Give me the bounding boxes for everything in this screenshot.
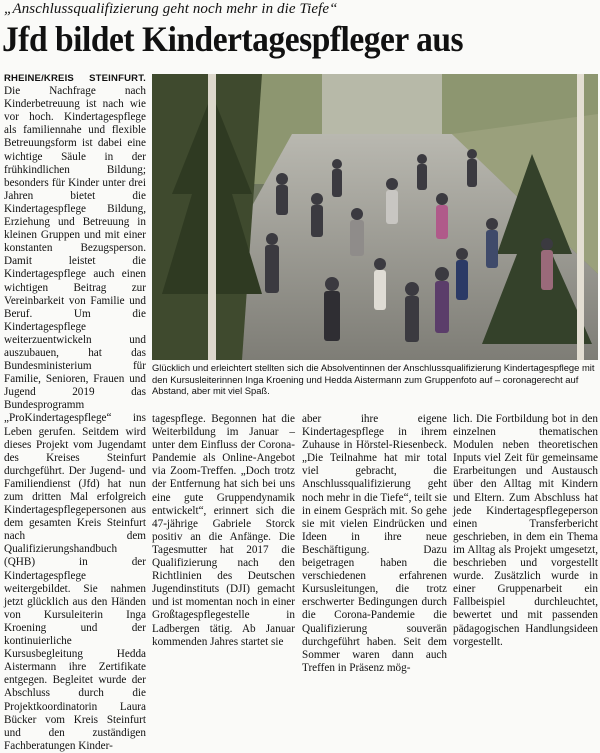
photo-caption: Glücklich und erleichtert stellten sich die Absolventinnen der Anschlussqualifizierung Kindertagespflege mit den Kursusleiterinnen Inga Kroening und Hedda Aistermann zum Gruppenfoto auf – coronagerecht auf Abstand, aber mit viel Spaß.	[152, 362, 595, 397]
article-kicker: „Anschlussqualifizierung geht noch mehr in die Tiefe“	[4, 1, 338, 17]
article-column-2	[152, 413, 295, 647]
article-column-4	[453, 413, 598, 647]
column-4-text: lich. Die Fortbildung bot in den einzelnen thematischen Modulen neben theoretischen Inputs viel Zeit für gemeinsame Erarbeitungen und Austausch über den Alltag mit Kindern und Eltern. Zum Abschluss hat jede Kindertagespflegeperson einen Transferbericht geschrieben, in dem ein Thema im Alltag als Projekt umgesetzt, beschrieben und vorgestellt wurde. Zusätzlich wurde in einer Gruppenarbeit ein Fallbeispiel durchleuchtet, bewertet und mit passenden pädagogischen Handlungsideen vorgestellt.	[453, 413, 598, 648]
group-photo	[152, 74, 598, 360]
column-1-text: Die Nachfrage nach Kinderbetreuung ist nach wie vor hoch. Kindertagespflege als familiennahe und flexible Betreuungsform ist dabei eine wichtige Säule in der frühkindlichen Bildung; besonders für Kinder unter drei Jahren bietet die Kindertagespflege Bildung, Erziehung und Betreuung in kleinen Gruppen und mit einer konstanten Bezugsperson. Damit leistet die Kindertagespflege auch einen wichtigen Beitrag zur Vereinbarkeit von Familie und Beruf. Um die Kindertagespflege weiterzuentwickeln und auszubauen, hat das Bundesministerium für Familie, Senioren, Frauen und Jugend 2019 das Bundesprogramm „ProKindertagespflege“ ins Leben gerufen. Seitdem wird dieses Projekt vom Jugendamt des Kreises Steinfurt durchgeführt. Der Jugend- und Familiendienst (Jfd) hat nun zum dritten Mal erfolgreich Kindertagespflegepersonen aus dem gesamten Kreis Steinfurt nach dem Qualifizierungshandbuch (QHB) in der Kindertagespflege weitergebildet. Sie nahmen jetzt glücklich aus den Händen von Kursuleiterin Inga Kroening und der kontinuierliche Kursusbegleitung Hedda Aistermann ihre Zertifikate entgegen. Begleitet wurde der Abschluss durch die Projektkoordinatorin Laura Bücker vom Kreis Steinfurt und den zuständigen Fachberatungen Kinder-	[4, 85, 146, 752]
dateline: RHEINE/KREIS STEINFURT.	[4, 73, 146, 84]
article-column-3	[302, 413, 447, 674]
column-2-text: tagespflege. Begonnen hat die Weiterbildung im Januar – unter dem Einfluss der Corona-Pandemie als Online-Angebot via Zoom-Treffen. „Doch trotz der Entfernung hat sich bei uns eine gute Gruppendynamik entwickelt“, erinnert sich die 47-jährige Gabriele Storck positiv an die Anfänge. Die Tagesmutter hat 2017 die Qualifizierung nach den Richtlinien des Deutschen Jugendinstituts (DJI) gemacht und ist momentan noch in einer Großtagespflegestelle in Ladbergen tätig. Ab Januar kommenden Jahres startet sie	[152, 413, 295, 648]
article-column-1	[4, 72, 146, 752]
article-headline: Jfd bildet Kindertagespfleger aus	[2, 19, 464, 59]
column-3-text: aber ihre eigene Kindertagespflege in ihrem Zuhause in Hörstel-Riesenbeck. „Die Teilnahme hat mir total viel gebracht, die Anschlussqualifizierung geht noch mehr in die Tiefe“, teilt sie in einem Gespräch mit. So gehe sie mit vielen Eindrücken und Ideen in ihre neue Beschäftigung. Dazu beigetragen haben die verschiedenen erfahrenen Kursusleitungen, die trotz erschwerter Bedingungen durch die Corona-Pandemie die Qualifizierung souverän durchgeführt haben. Seit dem Sommer waren dann auch Treffen in Präsenz mög-	[302, 413, 447, 674]
